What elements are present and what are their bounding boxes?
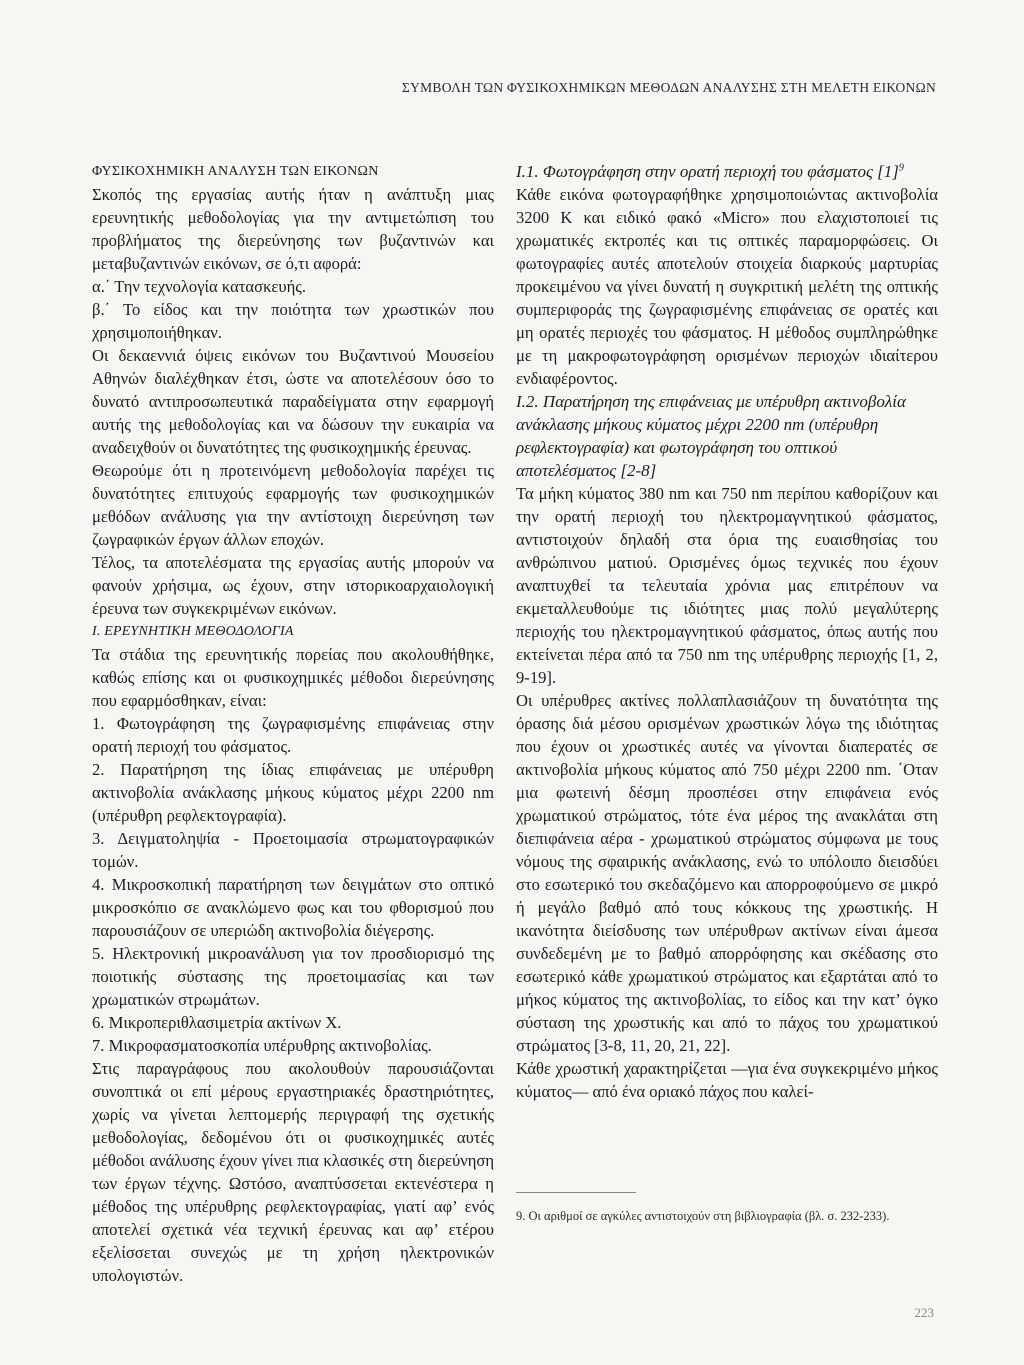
- paragraph: Στις παραγράφους που ακολουθούν παρουσιάζονται συνοπτικά οι επί μέρους εργαστηριακές δραστηριότητες, χωρίς να γίνεται λεπτομερής περιγραφή της σχετικής μεθοδολογίας, δεδομένου ότι οι φυσικοχημικές αυτές μέθοδοι ανάλυσης έχουν γίνει πια κλασικές στη διερεύνηση των έργων τέχνης. Ωστόσο, αναπτύσσεται εκτενέστερα η μέθοδος της υπέρυθρης ρεφλεκτογραφίας, γιατί αφ’ ενός αποτελεί σχετικά νέα τεχνική έρευνας και αφ’ ετέρου εξελίσσεται συνεχώς με τη χρήση ηλεκτρονικών υπολογιστών.: [92, 1059, 494, 1285]
- list-item-b: β.΄ Το είδος και την ποιότητα των χρωστικών που χρησιμοποιήθηκαν.: [92, 300, 494, 342]
- paragraph: Θεωρούμε ότι η προτεινόμενη μεθοδολογία παρέχει τις δυνατότητες επιτυχούς εφαρμογής των φυσικοχημικών μεθόδων ανάλυσης για την αντίστοιχη διερεύνηση των ζωγραφικών έργων άλλων εποχών.: [92, 461, 494, 549]
- list-item: 2. Παρατήρηση της ίδιας επιφάνειας με υπέρυθρη ακτινοβολία ανάκλασης μήκους κύματος μέχρι 2200 nm (υπέρυθρη ρεφλεκτογραφία).: [92, 760, 494, 825]
- paragraph: Οι δεκαεννιά όψεις εικόνων του Βυζαντινού Μουσείου Αθηνών διαλέχθηκαν έτσι, ώστε να αποτελέσουν όσο το δυνατό αντιπροσωπευτικά παραδείγματα στην εφαρμογή αυτής της μεθοδολογίας και να δώσουν την ευκαιρία να αναδειχθούν οι δυνατότητες της φυσικοχημικής έρευνας.: [92, 346, 494, 457]
- subsection-heading-2: Ι.2. Παρατήρηση της επιφάνειας με υπέρυθρη ακτινοβολία ανάκλασης μήκους κύματος μέχρι 2200 nm (υπέρυθρη ρεφλεκτογραφία) και φωτογράφηση του οπτικού αποτελέσματος [2-8]: [516, 392, 906, 480]
- list-item: 4. Μικροσκοπική παρατήρηση των δειγμάτων στο οπτικό μικροσκόπιο σε ανακλώμενο φως και του φθορισμού που παρουσιάζουν σε υπεριώδη ακτινοβολία διέγερσης.: [92, 875, 494, 940]
- intro-paragraph: Σκοπός της εργασίας αυτής ήταν η ανάπτυξη μιας ερευνητικής μεθοδολογίας για την αντιμετώπιση του προβλήματος της διερεύνησης των βυζαντινών και μεταβυζαντινών εικόνων, σε ό,τι αφορά:: [92, 185, 494, 273]
- footnote-divider: [516, 1192, 636, 1193]
- right-column: [516, 160, 938, 1103]
- page-number: 223: [914, 1305, 934, 1320]
- footnote: 9. Οι αριθμοί σε αγκύλες αντιστοιχούν στη βιβλιογραφία (βλ. σ. 232-233).: [516, 1209, 890, 1223]
- paragraph: Κάθε εικόνα φωτογραφήθηκε χρησιμοποιώντας ακτινοβολία 3200 Κ και ειδικό φακό «Micro» που ελαχιστοποιεί τις χρωματικές εκτροπές και τις οπτικές παραμορφώσεις. Οι φωτογραφίες αυτές αποτελούν στοιχεία διαρκούς μαρτυρίας προκειμένου να γίνει δυνατή η συγκριτική μελέτη της οπτικής συμπεριφοράς της ζωγραφισμένης επιφάνειας σε ορατές και μη ορατές περιοχές του φάσματος. Η μέθοδος συμπληρώθηκε με τη μακροφωτογράφηση ορισμένων περιοχών ιδιαίτερου ενδιαφέροντος.: [516, 185, 938, 388]
- paragraph: Κάθε χρωστική χαρακτηρίζεται —για ένα συγκεκριμένο μήκος κύματος— από ένα οριακό πάχος που καλεί-: [516, 1059, 938, 1101]
- paragraph: Τα στάδια της ερευνητικής πορείας που ακολουθήθηκε, καθώς επίσης και οι φυσικοχημικές μέθοδοι διερεύνησης που εφαρμόσθηκαν, είναι:: [92, 645, 494, 710]
- paragraph: Οι υπέρυθρες ακτίνες πολλαπλασιάζουν τη δυνατότητα της όρασης διά μέσου ορισμένων χρωστικών λόγω της ιδιότητας που έχουν οι χρωστικές αυτές να γίνονται διαπερατές σε ακτινοβολία μήκους κύματος από 750 μέχρι 2200 nm. ΄Οταν μια φωτεινή δέσμη προσπέσει στην επιφάνεια ενός χρωματικού στρώματος, τότε ένα μέρος της ανακλάται στη διεπιφάνεια αέρα - χρωματικού στρώματος σύμφωνα με τους νόμους της σφαιρικής ανάκλασης, ενώ το υπόλοιπο διεισδύει στο εσωτερικό του σκεδαζόμενο και απορροφούμενο σε μικρό ή μεγάλο βαθμό από τους κόκκους της χρωστικής. Η ικανότητα διείσδυσης των υπέρυθρων ακτίνων είναι άμεσα συνδεδεμένη με το βαθμό απορρόφησης και σκέδασης στο εσωτερικό κάθε χρωματικού στρώματος και εξαρτάται από το μήκος κύματος της ακτινοβολίας, το είδος και την κατ’ όγκο σύσταση της χρωστικής και από το πάχος του χρωματικού στρώματος [3-8, 11, 20, 21, 22].: [516, 691, 938, 1055]
- list-item: 1. Φωτογράφηση της ζωγραφισμένης επιφάνειας στην ορατή περιοχή του φάσματος.: [92, 714, 494, 756]
- subsection-heading: Ι. ΕΡΕΥΝΗΤΙΚΗ ΜΕΘΟΔΟΛΟΓΙΑ: [92, 624, 294, 639]
- list-item: 6. Μικροπεριθλασιμετρία ακτίνων Χ.: [92, 1013, 342, 1032]
- left-column: [92, 160, 494, 1287]
- list-item: 3. Δειγματοληψία - Προετοιμασία στρωματογραφικών τομών.: [92, 829, 494, 871]
- list-item: 5. Ηλεκτρονική μικροανάλυση για τον προσδιορισμό της ποιοτικής σύστασης της προετοιμασίας και των χρωματικών στρωμάτων.: [92, 944, 494, 1009]
- footnote-marker: 9: [898, 162, 904, 174]
- running-head: ΣΥΜΒΟΛΗ ΤΩΝ ΦΥΣΙΚΟΧΗΜΙΚΩΝ ΜΕΘΟΔΩΝ ΑΝΑΛΥΣΗΣ ΣΤΗ ΜΕΛΕΤΗ ΕΙΚΟΝΩΝ: [401, 80, 936, 95]
- paragraph: Τα μήκη κύματος 380 nm και 750 nm περίπου καθορίζουν και την ορατή περιοχή του ηλεκτρομαγνητικού φάσματος, αντιστοιχούν δηλαδή στα όρια της ευαισθησίας του ανθρώπινου ματιού. Ορισμένες όμως τεχνικές που έχουν αναπτυχθεί τα τελευταία χρόνια μας επιτρέπουν να εκμεταλλευθούμε τις ιδιότητες μιας πολύ μεγαλύτερης περιοχής του ηλεκτρομαγνητικού φάσματος, όπως αυτής που εκτείνεται πέρα από τα 750 nm της υπέρυθρης περιοχής [1, 2, 9-19].: [516, 484, 938, 687]
- list-item: 7. Μικροφασματοσκοπία υπέρυθρης ακτινοβολίας.: [92, 1036, 432, 1055]
- paragraph: Τέλος, τα αποτελέσματα της εργασίας αυτής μπορούν να φανούν χρήσιμα, ως έχουν, στην ιστορικοαρχαιολογική έρευνα των συγκεκριμένων εικόνων.: [92, 553, 494, 618]
- methods-list: [92, 712, 494, 1057]
- subsection-heading-1-text: Ι.1. Φωτογράφηση στην ορατή περιοχή του φάσματος [1]: [516, 162, 899, 181]
- section-title: ΦΥΣΙΚΟΧΗΜΙΚΗ ΑΝΑΛΥΣΗ ΤΩΝ ΕΙΚΟΝΩΝ: [92, 164, 379, 179]
- subsection-heading-1: [516, 160, 938, 183]
- list-item-a: α.΄ Την τεχνολογία κατασκευής.: [92, 277, 307, 296]
